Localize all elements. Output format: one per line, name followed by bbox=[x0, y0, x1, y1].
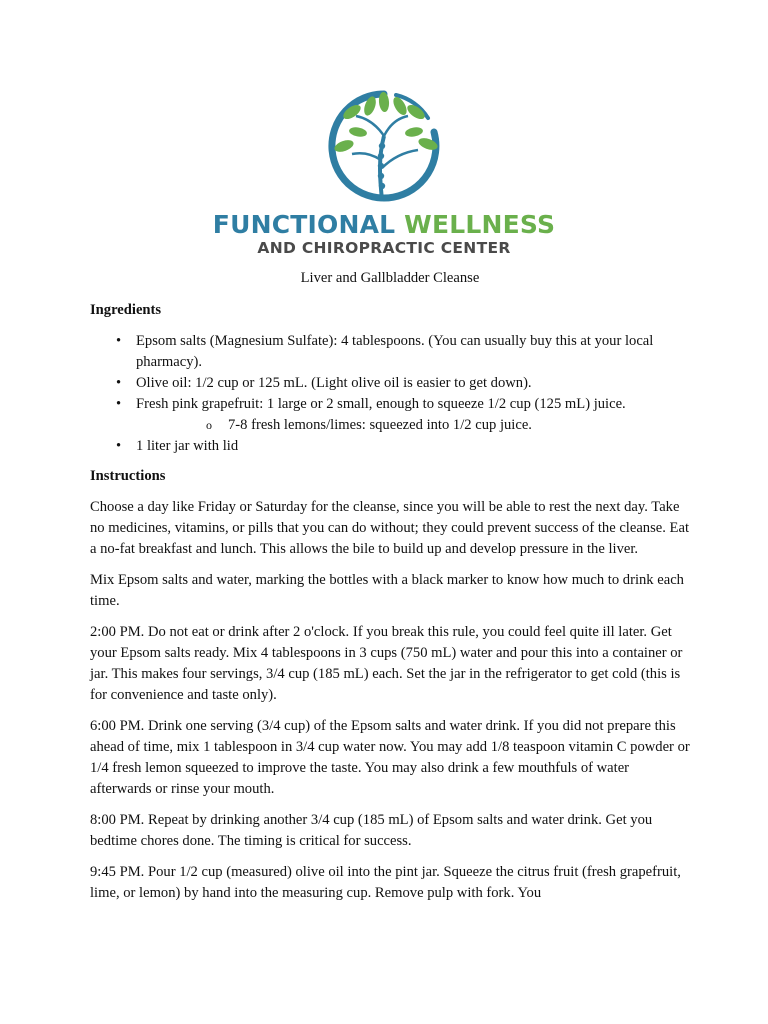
bullet-icon: • bbox=[116, 333, 122, 349]
list-item bbox=[90, 394, 690, 436]
bullet-icon: • bbox=[116, 396, 122, 412]
bullet-icon: • bbox=[116, 375, 122, 391]
instructions-heading: Instructions bbox=[90, 468, 166, 484]
ingredient-text: Olive oil: 1/2 cup or 125 mL. (Light olive oil is easier to get down). bbox=[136, 375, 532, 391]
list-item bbox=[90, 331, 690, 373]
brand-name-part2: WELLNESS bbox=[404, 210, 556, 239]
brand-name-part1: FUNCTIONAL bbox=[212, 210, 396, 239]
instruction-paragraph: 9:45 PM. Pour 1/2 cup (measured) olive oil into the pint jar. Squeeze the citrus fruit (fresh grapefruit, lime, or lemon) by hand into the measuring cup. Remove pulp with fork. You bbox=[90, 864, 681, 901]
document-title: Liver and Gallbladder Cleanse bbox=[300, 270, 480, 286]
document-body bbox=[90, 268, 690, 914]
ingredients-heading: Ingredients bbox=[90, 302, 162, 318]
list-item bbox=[90, 373, 690, 394]
ingredient-text: 1 liter jar with lid bbox=[136, 438, 239, 454]
instruction-paragraph: Choose a day like Friday or Saturday for the cleanse, since you will be able to rest the next day. Take no medicines, vitamins, or pills that you can do without; they could prevent success of the cleanse. Eat a no-fat breakfast and lunch. This allows the bile to build up and develop pressure in the liver. bbox=[90, 499, 690, 557]
ingredient-text: Fresh pink grapefruit: 1 large or 2 small, enough to squeeze 1/2 cup (125 mL) juice. bbox=[136, 396, 626, 412]
instruction-paragraph: Mix Epsom salts and water, marking the bottles with a black marker to know how much to drink each time. bbox=[90, 572, 684, 609]
sub-list-item bbox=[136, 415, 690, 436]
brand-subtitle: AND CHIROPRACTIC CENTER bbox=[257, 239, 511, 257]
clinic-logo bbox=[0, 88, 768, 258]
list-item bbox=[90, 436, 690, 457]
ingredient-text: Epsom salts (Magnesium Sulfate): 4 tablespoons. (You can usually buy this at your local pharmacy). bbox=[136, 333, 654, 370]
brand-name bbox=[0, 210, 768, 240]
instruction-paragraph: 8:00 PM. Repeat by drinking another 3/4 cup (185 mL) of Epsom salts and water drink. Get you bedtime chores done. The timing is critical for success. bbox=[90, 812, 653, 849]
ingredients-list bbox=[90, 331, 690, 457]
ingredient-sublist bbox=[136, 415, 690, 436]
sub-ingredient-text: 7-8 fresh lemons/limes: squeezed into 1/2 cup juice. bbox=[228, 417, 532, 433]
instruction-paragraph: 2:00 PM. Do not eat or drink after 2 o'clock. If you break this rule, you could feel quite ill later. Get your Epsom salts ready. Mix 4 tablespoons in 3 cups (750 mL) water and pour this into a container or jar. This makes four servings, 3/4 cup (185 mL) each. Set the jar in the refrigerator to get cold (this is for convenience and taste only). bbox=[90, 624, 683, 703]
tree-spine-logo-icon bbox=[326, 88, 442, 208]
bullet-icon: • bbox=[116, 438, 122, 454]
hollow-bullet-icon: o bbox=[206, 418, 212, 432]
instruction-paragraph: 6:00 PM. Drink one serving (3/4 cup) of the Epsom salts and water drink. If you did not prepare this ahead of time, mix 1 tablespoon in 3/4 cup water now. You may add 1/8 teaspoon vitamin C powder or 1/4 fresh lemon squeezed to improve the taste. You may also drink a few mouthfuls of water afterwards or rinse your mouth. bbox=[90, 718, 690, 797]
